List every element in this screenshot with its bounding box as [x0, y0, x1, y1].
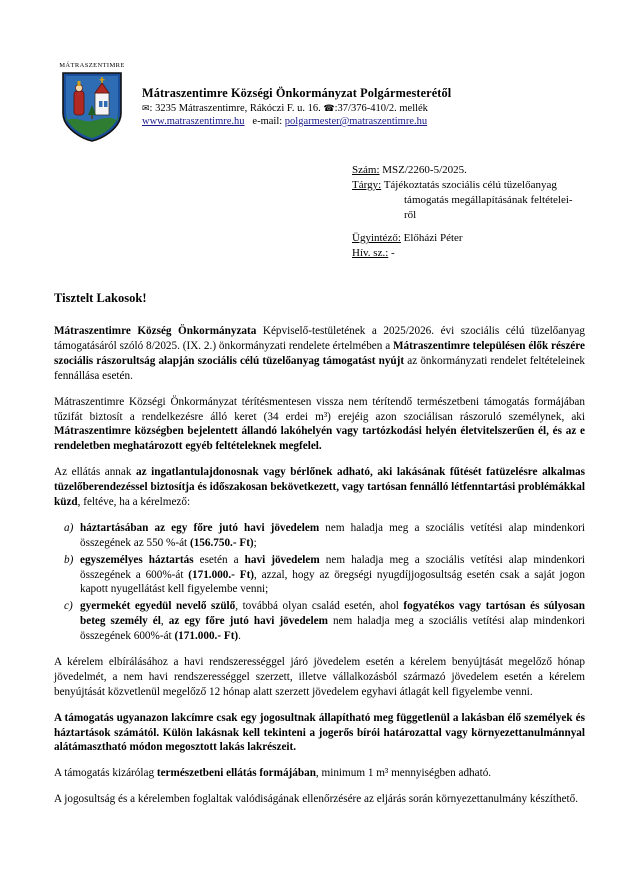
web-email-line [142, 116, 451, 127]
p1-text-b: Képviselő-testületének a 2025/2026. évi szociális célú tüzelőanyag támogatásáról szóló 8/2025. (IX. 2.) önkormányzati rendelete értelmében a [54, 325, 585, 352]
a-bold-2: (156.750.- Ft) [189, 536, 254, 549]
paragraph-1 [54, 324, 585, 384]
c-bold-2: fogyatékos vagy tartósan és súlyosan beteg személy él [80, 600, 585, 628]
paragraph-7: A jogosultság és a kérelemben foglaltak valódiságának ellenőrzésére az eljárás során környezettanulmány készíthető. [54, 793, 579, 806]
their-reference-row [352, 246, 633, 261]
list-item-marker-c: c) [64, 600, 73, 613]
phone-number: 37/376-410/2. mellék [337, 103, 428, 114]
contact-line: ✉: 3235 Mátraszentimre, Rákóczi F. u. 16. ☎:37/376-410/2. mellék [142, 103, 428, 114]
p1-text-d: az önkormányzati rendelet feltételeinek fennállása esetén. [54, 354, 585, 382]
c-text-2: , [160, 615, 169, 628]
list-item-text-a [80, 521, 585, 551]
letter-body [0, 306, 633, 807]
c-text-4: . [238, 630, 241, 643]
p3-text-c: , feltéve, ha a kérelmező: [77, 495, 191, 508]
list-item [54, 599, 585, 644]
b-bold-3: (171.000.- Ft) [188, 568, 255, 581]
c-text-1: , továbbá olyan család esetén, ahol [235, 600, 404, 613]
a-text-1: nem haladja meg a szociális vetítési alap mindenkori összegének az 550 %-át [80, 521, 585, 549]
envelope-icon: ✉ [142, 104, 150, 114]
subject-value-line3: ről [404, 208, 417, 221]
reference-number-row [352, 163, 633, 178]
list-item [54, 521, 585, 551]
a-bold-1: háztartásában az egy főre jutó havi jövedelem [80, 521, 320, 534]
p6-bold-b: természetbeni ellátás formájában [156, 767, 316, 780]
subject-value-line2: támogatás megállapításának feltételei- [404, 193, 573, 206]
clerk-value: Előházi Péter [403, 232, 463, 245]
clerk-row [352, 231, 633, 246]
letterhead-text [138, 62, 451, 127]
list-item-marker-a: a) [64, 521, 74, 534]
paragraph-6 [54, 766, 585, 781]
crest-block [46, 62, 138, 143]
b-bold-1: egyszemélyes háztartás [80, 553, 194, 566]
subject-value: Tájékoztatás szociális célú tüzelőanyag [383, 178, 557, 191]
phone-icon: ☎ [323, 104, 335, 114]
website-link[interactable]: www.matraszentimre.hu [142, 116, 245, 127]
p3-bold-b: az ingatlantulajdonosnak vagy bérlőnek adható, aki lakásának fűtését fatüzelésre alkalmas tüzelőberendezéssel biztosítja és időszakosan bekövetkezett, vagy tartósan fennálló létfenntartási problémákkal küzd [54, 466, 585, 508]
paragraph-4: A kérelem elbírálásához a havi rendszerességgel járó jövedelem esetén a kérelem benyújtását megelőző hónap jövedelmét, a nem havi rendszerességgel szerzett, illetve vállalkozásból származó jövedelem esetén a kérelem benyújtását közvetlenül megelőző 12 hónap alatt szerzett jövedelem egyhavi átlagát kell figyelembe venni. [54, 655, 585, 698]
their-reference-label: Hív. sz.: [352, 247, 389, 260]
conditions-list [54, 521, 585, 644]
postal-address: 3235 Mátraszentimre, Rákóczi F. u. 16. [155, 103, 321, 114]
their-reference-value: - [391, 247, 395, 260]
clerk-label: Ügyintéző: [352, 232, 401, 245]
b-text-1: esetén a [193, 553, 245, 566]
reference-number-label: Szám: [352, 164, 380, 176]
subject-row [352, 178, 633, 193]
c-bold-4: (171.000.- Ft) [174, 630, 239, 643]
paragraph-2 [54, 395, 585, 455]
list-item-text-c [80, 599, 585, 644]
list-item-text-b [80, 553, 585, 598]
paragraph-5: A támogatás ugyanazon lakcímre csak egy jogosultnak állapítható meg függetlenül a lakásban élő személyek és háztartások számától. Külön lakásnak kell tekinteni a jogerős bírói határozattal vagy környezettanulmánnyal alátámasztható módon megosztott lakás lakrészeit. [54, 711, 585, 754]
p1-bold-a: Mátraszentimre Község Önkormányzata [54, 325, 257, 338]
c-bold-1: gyermekét egyedül nevelő szülő [80, 600, 236, 613]
c-bold-3: az egy főre jutó havi jövedelem [168, 615, 328, 628]
subject-label: Tárgy: [352, 178, 382, 191]
a-text-2: ; [253, 536, 257, 549]
p2-text-a: Mátraszentimre Községi Önkormányzat térítésmentesen vissza nem térítendő természetbeni támogatás formájában tűzifát biztosít a rendelkezésre álló keret (34 erdei m³) erejéig azon szociálisan rászoruló személynek, aki [54, 395, 585, 423]
letterhead [0, 0, 633, 143]
paragraph-3 [54, 465, 585, 510]
b-text-2: nem haladja meg a szociális vetítési alap mindenkori összegének a 600%-át [80, 553, 586, 581]
municipal-coat-of-arms-icon [61, 71, 123, 143]
p1-bold-c: Mátraszentimre településen élők részére szociális rászorultság alapján szociális célú tüzelőanyag támogatást nyújt [54, 339, 586, 367]
b-text-3: , azzal, hogy az öregségi nyugdíjjogosultság esetén csak a saját jogon kapott nyugellátást kell figyelembe venni; [80, 568, 586, 596]
reference-number-value: MSZ/2260-5/2025. [382, 164, 467, 176]
p6-text-a: A támogatás kizárólag [54, 767, 157, 780]
p2-bold-b: Mátraszentimre községben bejelentett állandó lakóhelyén vagy tartózkodási helyén életvitelszerűen él, és az e rendeletben meghatározott egyéb feltételeknek megfelel. [54, 425, 585, 453]
list-item [54, 553, 585, 598]
c-text-3: nem haladja meg a szociális vetítési alap mindenkori összegének 600%-át [80, 615, 585, 643]
email-label: e-mail: [252, 116, 283, 127]
office-title: Mátraszentimre Községi Önkormányzat Polgármesterétől [142, 86, 452, 100]
reference-block [0, 163, 633, 261]
p6-text-c: , minimum 1 m³ mennyiségben adható. [315, 767, 492, 780]
b-bold-2: havi jövedelem [244, 553, 320, 566]
p3-text-a: Az ellátás annak [54, 466, 137, 479]
crest-caption: MÁTRASZENTIMRE [59, 62, 125, 69]
salutation: Tisztelt Lakosok! [54, 291, 147, 306]
list-item-marker-b: b) [64, 553, 74, 566]
email-link[interactable]: polgarmester@matraszentimre.hu [284, 116, 428, 127]
